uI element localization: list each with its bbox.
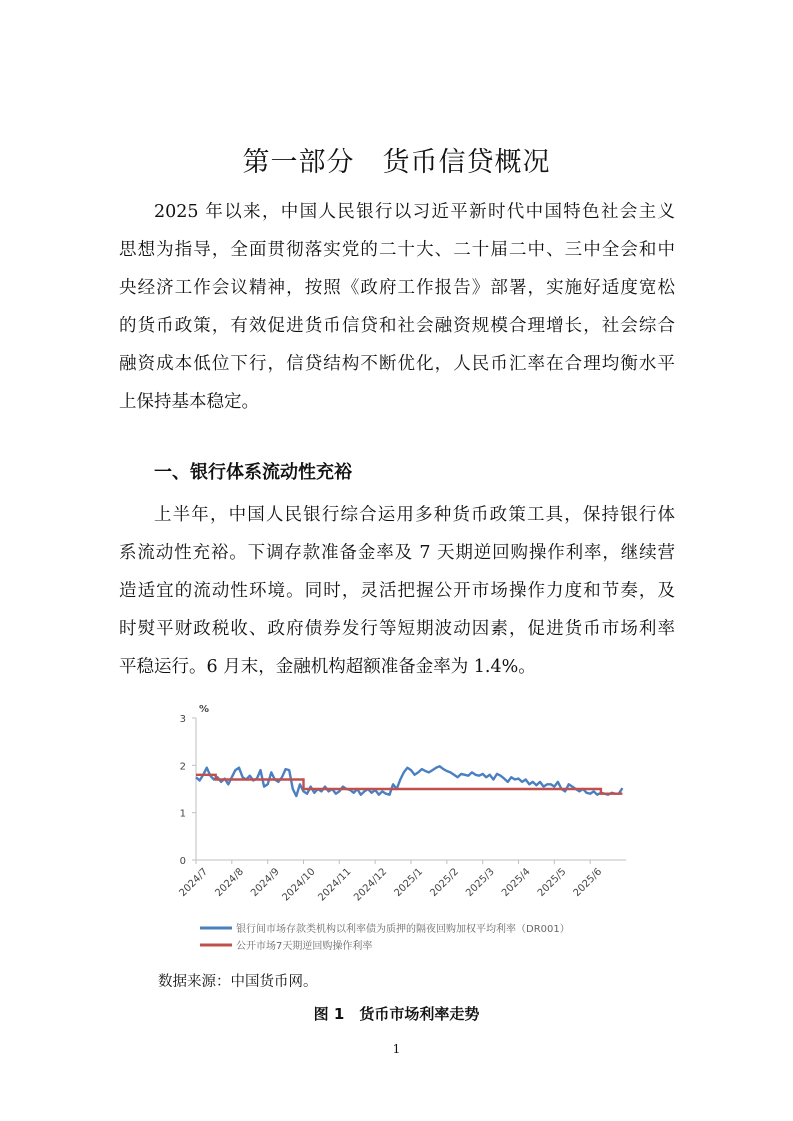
x-tick-label: 2025/3 bbox=[464, 866, 497, 900]
intro-line: 2025 年以来，中国人民银行以习近平新时代中国特色社会主义 bbox=[154, 202, 675, 222]
y-tick-label: 2 bbox=[179, 761, 186, 773]
page-title: 第一部分 货币信贷概况 bbox=[242, 147, 551, 178]
x-tick-label: 2025/5 bbox=[535, 866, 569, 900]
x-tick-label: 2024/7 bbox=[177, 866, 211, 900]
x-tick-label: 2025/2 bbox=[428, 866, 461, 900]
x-tick-label: 2024/11 bbox=[316, 866, 354, 904]
x-tick-label: 2025/4 bbox=[499, 866, 533, 900]
x-tick-label: 2024/10 bbox=[280, 866, 318, 904]
section-line: 平稳运行。6 月末，金融机构超额准备金率为 1.4%。 bbox=[119, 657, 536, 677]
intro-line: 思想为指导，全面贯彻落实党的二十大、二十届二中、三中全会和中 bbox=[119, 240, 675, 260]
section-paragraph bbox=[119, 496, 675, 686]
section-line: 系流动性充裕。下调存款准备金率及 7 天期逆回购操作利率，继续营 bbox=[119, 543, 675, 563]
section-line: 时熨平财政税收、政府债券发行等短期波动因素，促进货币市场利率 bbox=[119, 619, 675, 639]
section-line: 上半年，中国人民银行综合运用多种货币政策工具，保持银行体 bbox=[154, 505, 675, 525]
x-tick-label: 2024/8 bbox=[213, 866, 246, 900]
data-source: 数据来源：中国货币网。 bbox=[158, 974, 318, 990]
intro-line: 央经济工作会议精神，按照《政府工作报告》部署，实施好适度宽松 bbox=[119, 278, 675, 298]
x-tick-label: 2025/6 bbox=[571, 866, 605, 900]
y-tick-label: 1 bbox=[179, 808, 186, 820]
dr001-series-line bbox=[196, 766, 622, 796]
money-market-rate-chart bbox=[160, 700, 640, 965]
legend-label-dr001: 银行间市场存款类机构以利率债为质押的隔夜回购加权平均利率（DR001） bbox=[236, 924, 570, 935]
section-heading: 一、银行体系流动性充裕 bbox=[154, 462, 352, 483]
x-tick-label: 2024/9 bbox=[249, 866, 282, 900]
page-number: 1 bbox=[392, 1042, 401, 1056]
x-tick-label: 2024/12 bbox=[352, 866, 390, 904]
y-tick-label: 0 bbox=[179, 856, 186, 867]
intro-line: 融资成本低位下行，信贷结构不断优化，人民币汇率在合理均衡水平 bbox=[119, 354, 675, 374]
x-tick-label: 2025/1 bbox=[392, 866, 426, 900]
legend-label-reverse-repo: 公开市场7天期逆回购操作利率 bbox=[236, 941, 373, 952]
y-tick-label: 3 bbox=[179, 714, 186, 725]
intro-line: 上保持基本稳定。 bbox=[119, 392, 259, 412]
intro-line: 的货币政策，有效促进货币信贷和社会融资规模合理增长，社会综合 bbox=[119, 316, 675, 336]
intro-paragraph bbox=[119, 193, 675, 421]
y-axis-unit: % bbox=[199, 704, 210, 715]
figure-caption: 图 1 货币市场利率走势 bbox=[313, 1005, 480, 1023]
section-line: 造适宜的流动性环境。同时，灵活把握公开市场操作力度和节奏，及 bbox=[119, 581, 675, 601]
